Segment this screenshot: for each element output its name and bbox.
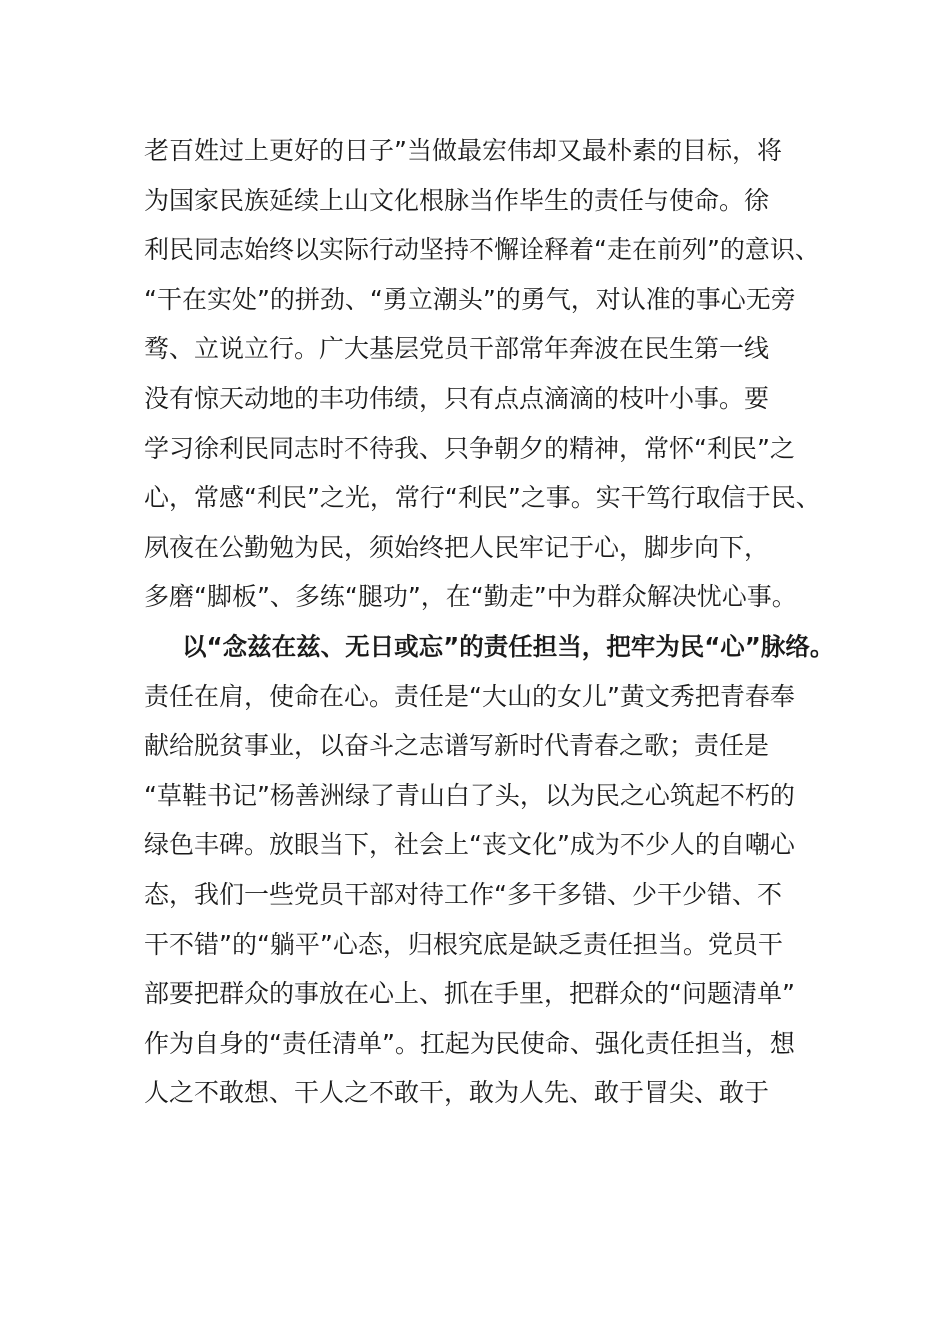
text-line: 为国家民族延续上山文化根脉当作毕生的责任与使命。徐 [144,185,770,215]
text-line: 态，我们一些党员干部对待工作“多干多错、少干少错、不 [144,879,782,909]
text-line: 学习徐利民同志时不待我、只争朝夕的精神，常怀“利民”之 [144,433,795,463]
text-line: “干在实处”的拼劲、“勇立潮头”的勇气，对认准的事心无旁 [144,284,796,314]
text-line: 干不错”的“躺平”心态，归根究底是缺乏责任担当。党员干 [144,929,783,959]
section-heading: 以“念兹在兹、无日或忘”的责任担当，把牢为民“心”脉络。 [182,631,835,661]
text-line: 献给脱贫事业，以奋斗之志谱写新时代青春之歌；责任是 [144,731,770,761]
text-line: 没有惊天动地的丰功伟绩，只有点点滴滴的枝叶小事。要 [144,383,770,413]
text-line: “草鞋书记”杨善洲绿了青山白了头，以为民之心筑起不朽的 [144,780,795,810]
text-line: 人之不敢想、干人之不敢干，敢为人先、敢于冒尖、敢于 [144,1078,770,1108]
text-line: 绿色丰碑。放眼当下，社会上“丧文化”成为不少人的自嘲心 [144,830,795,860]
text-line: 老百姓过上更好的日子”当做最宏伟却又最朴素的目标，将 [144,136,782,165]
text-line: 多磨“脚板”、多练“腿功”，在“勤走”中为群众解决忧心事。 [144,582,797,612]
text-line: 作为自身的“责任清单”。扛起为民使命、强化责任担当，想 [144,1028,795,1058]
text-line: 责任在肩，使命在心。责任是“大山的女儿”黄文秀把青春奉 [144,681,795,711]
text-line: 心，常感“利民”之光，常行“利民”之事。实干笃行取信于民、 [144,483,821,513]
text-line: 夙夜在公勤勉为民，须始终把人民牢记于心，脚步向下， [144,532,770,562]
text-line: 部要把群众的事放在心上、抓在手里，把群众的“问题清单” [144,979,795,1009]
text-line: 骛、立说立行。广大基层党员干部常年奔波在民生第一线 [144,334,770,364]
text-line: 利民同志始终以实际行动坚持不懈诠释着“走在前列”的意识、 [144,235,820,265]
body-text [144,126,834,1118]
